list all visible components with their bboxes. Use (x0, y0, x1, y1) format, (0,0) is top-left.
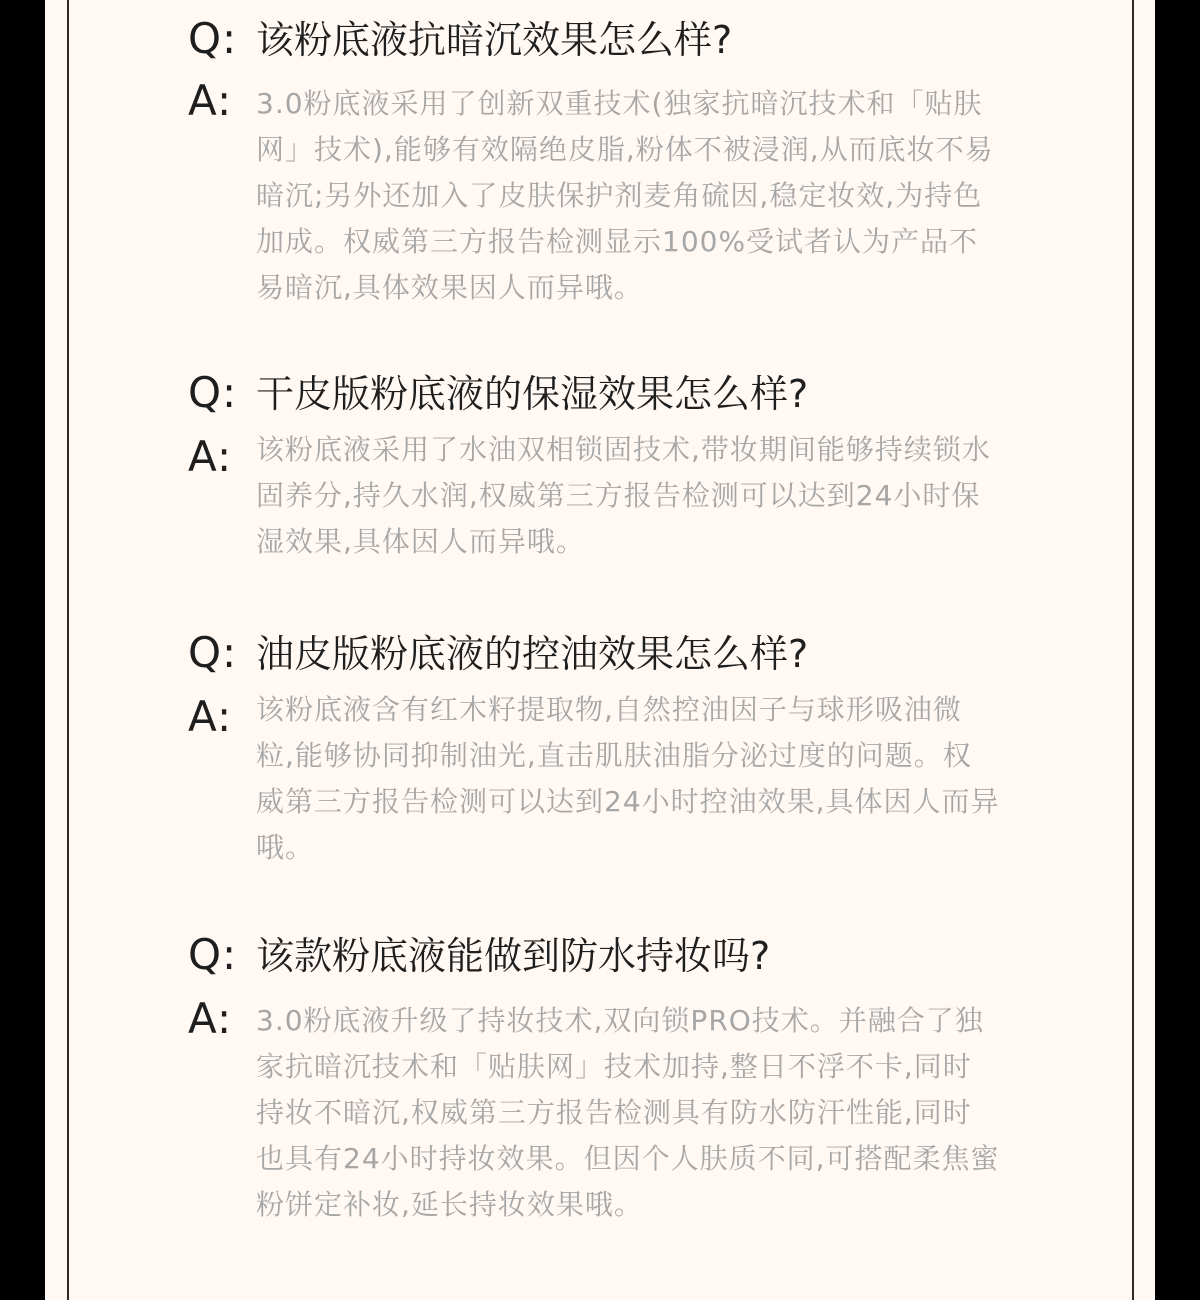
answer-marker: A: (188, 994, 233, 1043)
question-text: 该粉底液抗暗沉效果怎么样? (256, 18, 733, 62)
question-marker: Q: (188, 368, 238, 417)
question-marker: Q: (188, 14, 238, 63)
question-text: 该款粉底液能做到防水持妆吗? (256, 934, 771, 978)
answer-text: 该粉底液含有红木籽提取物,自然控油因子与球形吸油微粒,能够协同抑制油光,直击肌肤油脂分泌过度的问题。权威第三方报告检测可以达到24小时控油效果,具体因人而异哦。 (256, 693, 1000, 864)
answer-marker: A: (188, 432, 233, 481)
frame-left-border (67, 0, 69, 1300)
question-marker: Q: (188, 930, 238, 979)
answer-text: 3.0粉底液升级了持妆技术,双向锁PRO技术。并融合了独家抗暗沉技术和「贴肤网」技术加持,整日不浮不卡,同时持妆不暗沉,权威第三方报告检测具有防水防汗性能,同时也具有24小时持妆效果。但因个人肤质不同,可搭配柔焦蜜粉饼定补妆,延长持妆效果哦。 (256, 1004, 1000, 1221)
faq-panel (45, 0, 1155, 1300)
frame-right-border (1132, 0, 1134, 1300)
answer-marker: A: (188, 76, 233, 125)
question-text: 干皮版粉底液的保湿效果怎么样? (256, 372, 809, 416)
question-text: 油皮版粉底液的控油效果怎么样? (256, 632, 809, 676)
answer-marker: A: (188, 692, 233, 741)
answer-text: 该粉底液采用了水油双相锁固技术,带妆期间能够持续锁水固养分,持久水润,权威第三方报告检测可以达到24小时保湿效果,具体因人而异哦。 (256, 433, 991, 558)
question-marker: Q: (188, 628, 238, 677)
answer-text: 3.0粉底液采用了创新双重技术(独家抗暗沉技术和「贴肤网」技术),能够有效隔绝皮脂,粉体不被浸润,从而底妆不易暗沉;另外还加入了皮肤保护剂麦角硫因,稳定妆效,为持色加成。权威第三方报告检测显示100%受试者认为产品不易暗沉,具体效果因人而异哦。 (256, 87, 994, 304)
